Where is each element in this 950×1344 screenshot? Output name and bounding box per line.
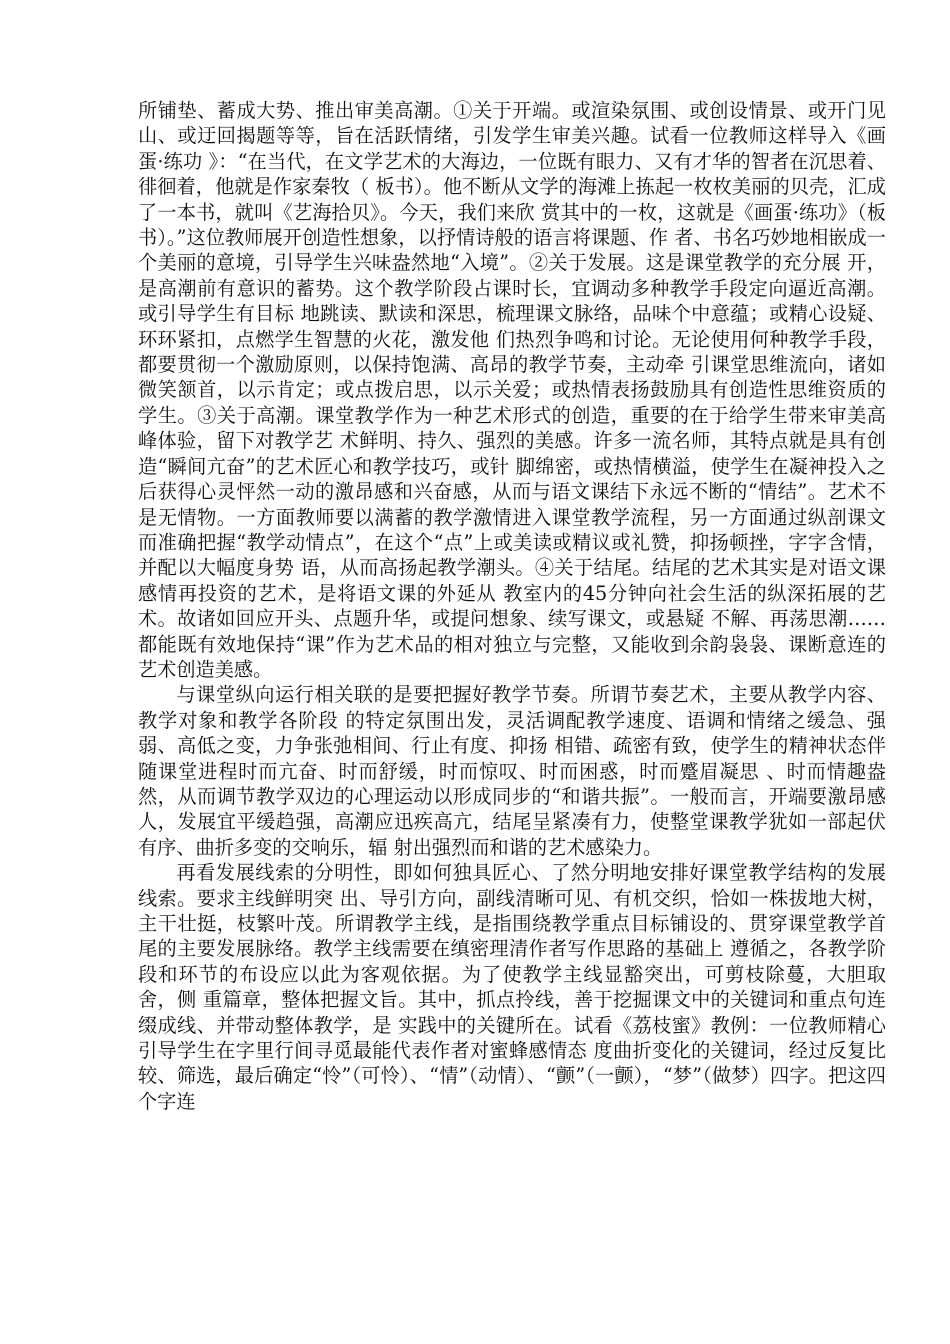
paragraph-teaching-rhythm: 与课堂纵向运行相关联的是要把握好教学节奏。所谓节奏艺术，主要从教学内容、教学对象和教学各阶段 的特定氛围出发，灵活调配教学速度、语调和情绪之缓急、强弱、高低之变，力争张弛相间、行止有度、抑扬 相错、疏密有致，使学生的精神状态伴随课堂进程时而亢奋、时而舒缓，时而惊叹、时而困惑，时而蹙眉凝思 、时而情趣盎然，从而调节教学双边的心理运动以形成同步的“和谐共振”。一般而言，开端要激昂感人，发展宜平缓趋强，高潮应迅疾高亢，结尾呈紧凑有力，使整堂课教学犹如一部起伏有序、曲折多变的交响乐，辐 射出强烈而和谐的艺术感染力。 — [138, 683, 886, 859]
paragraph-lesson-stages: 所铺垫、蓄成大势、推出审美高潮。①关于开端。或渲染氛围、或创设情景、或开门见山、或迂回揭题等等，旨在活跃情绪，引发学生审美兴趣。试看一位教师这样导入《画蛋·练功 》：“在当代，在文学艺术的大海边，一位既有眼力、又有才华的智者在沉思着、徘徊着，他就是作家秦牧（ 板书）。他不断从文学的海滩上拣起一枚枚美丽的贝壳，汇成了一本书，就叫《艺海拾贝》。今天，我们来欣 赏其中的一枚，这就是《画蛋·练功》（板书）。”这位教师展开创造性想象，以抒情诗般的语言将课题、作 者、书名巧妙地相嵌成一个美丽的意境，引导学生兴味盎然地“入境”。②关于发展。这是课堂教学的充分展 开，是高潮前有意识的蓄势。这个教学阶段占课时长，宜调动多种教学手段定向逼近高潮。或引导学生有目标 地跳读、默读和深思，梳理课文脉络，品味个中意蕴；或精心设疑、环环紧扣，点燃学生智慧的火花，激发他 们热烈争鸣和讨论。无论使用何种教学手段，都要贯彻一个激励原则，以保持饱满、高昂的教学节奏，主动牵 引课堂思维流向，诸如微笑颔首，以示肯定；或点拨启思，以示关爱；或热情表扬鼓励具有创造性思维资质的 学生。③关于高潮。课堂教学作为一种艺术形式的创造，重要的在于给学生带来审美高峰体验，留下对教学艺 术鲜明、持久、强烈的美感。许多一流名师，其特点就是具有创造“瞬间亢奋”的艺术匠心和教学技巧，或针 脚绵密，或热情横溢，使学生在凝神投入之后获得心灵怦然一动的激昂感和兴奋感，从而与语文课结下永远不断的“情结”。艺术不是无情物。一方面教师要以满蓄的教学激情进入课堂教学流程，另一方面通过纵剖课文 而准确把握“教学动情点”，在这个“点”上或美读或精议或礼赞，抑扬顿挫，字字含情，并配以大幅度身势 语，从而高扬起教学潮头。④关于结尾。结尾的艺术其实是对语文课感情再投资的艺术，是将语文课的外延从 教室内的45分钟向社会生活的纵深拓展的艺术。故诸如回应开头、点题升华，或提问想象、续写课文，或悬疑 不解、再荡思潮……都能既有效地保持“课”作为艺术品的相对独立与完整，又能收到余韵袅袅、课断意连的 艺术创造美感。 — [138, 99, 886, 681]
paragraph-development-thread: 再看发展线索的分明性，即如何独具匠心、了然分明地安排好课堂教学结构的发展线索。要求主线鲜明突 出、导引方向，副线清晰可见、有机交织，恰如一株拔地大树，主干壮挺，枝繁叶茂。所谓教学主线，是指围绕教学重点目标铺设的、贯穿课堂教学首尾的主要发展脉络。教学主线需要在缜密理清作者写作思路的基础上 遵循之，各教学阶段和环节的布设应以此为客观依据。为了使教学主线显豁突出，可剪枝除蔓，大胆取舍，侧 重篇章，整体把握文旨。其中，抓点拎线，善于挖掘课文中的关键词和重点句连缀成线、并带动整体教学，是 实践中的关键所在。试看《荔枝蜜》教例：一位教师精心引导学生在字里行间寻觅最能代表作者对蜜蜂感情态 度曲折变化的关键词，经过反复比较、筛选，最后确定“怜”（可怜）、“情”（动情）、“颤”（一颤），“梦”（做梦）四字。把这四个字连 — [138, 861, 886, 1113]
document-body — [138, 98, 886, 1114]
